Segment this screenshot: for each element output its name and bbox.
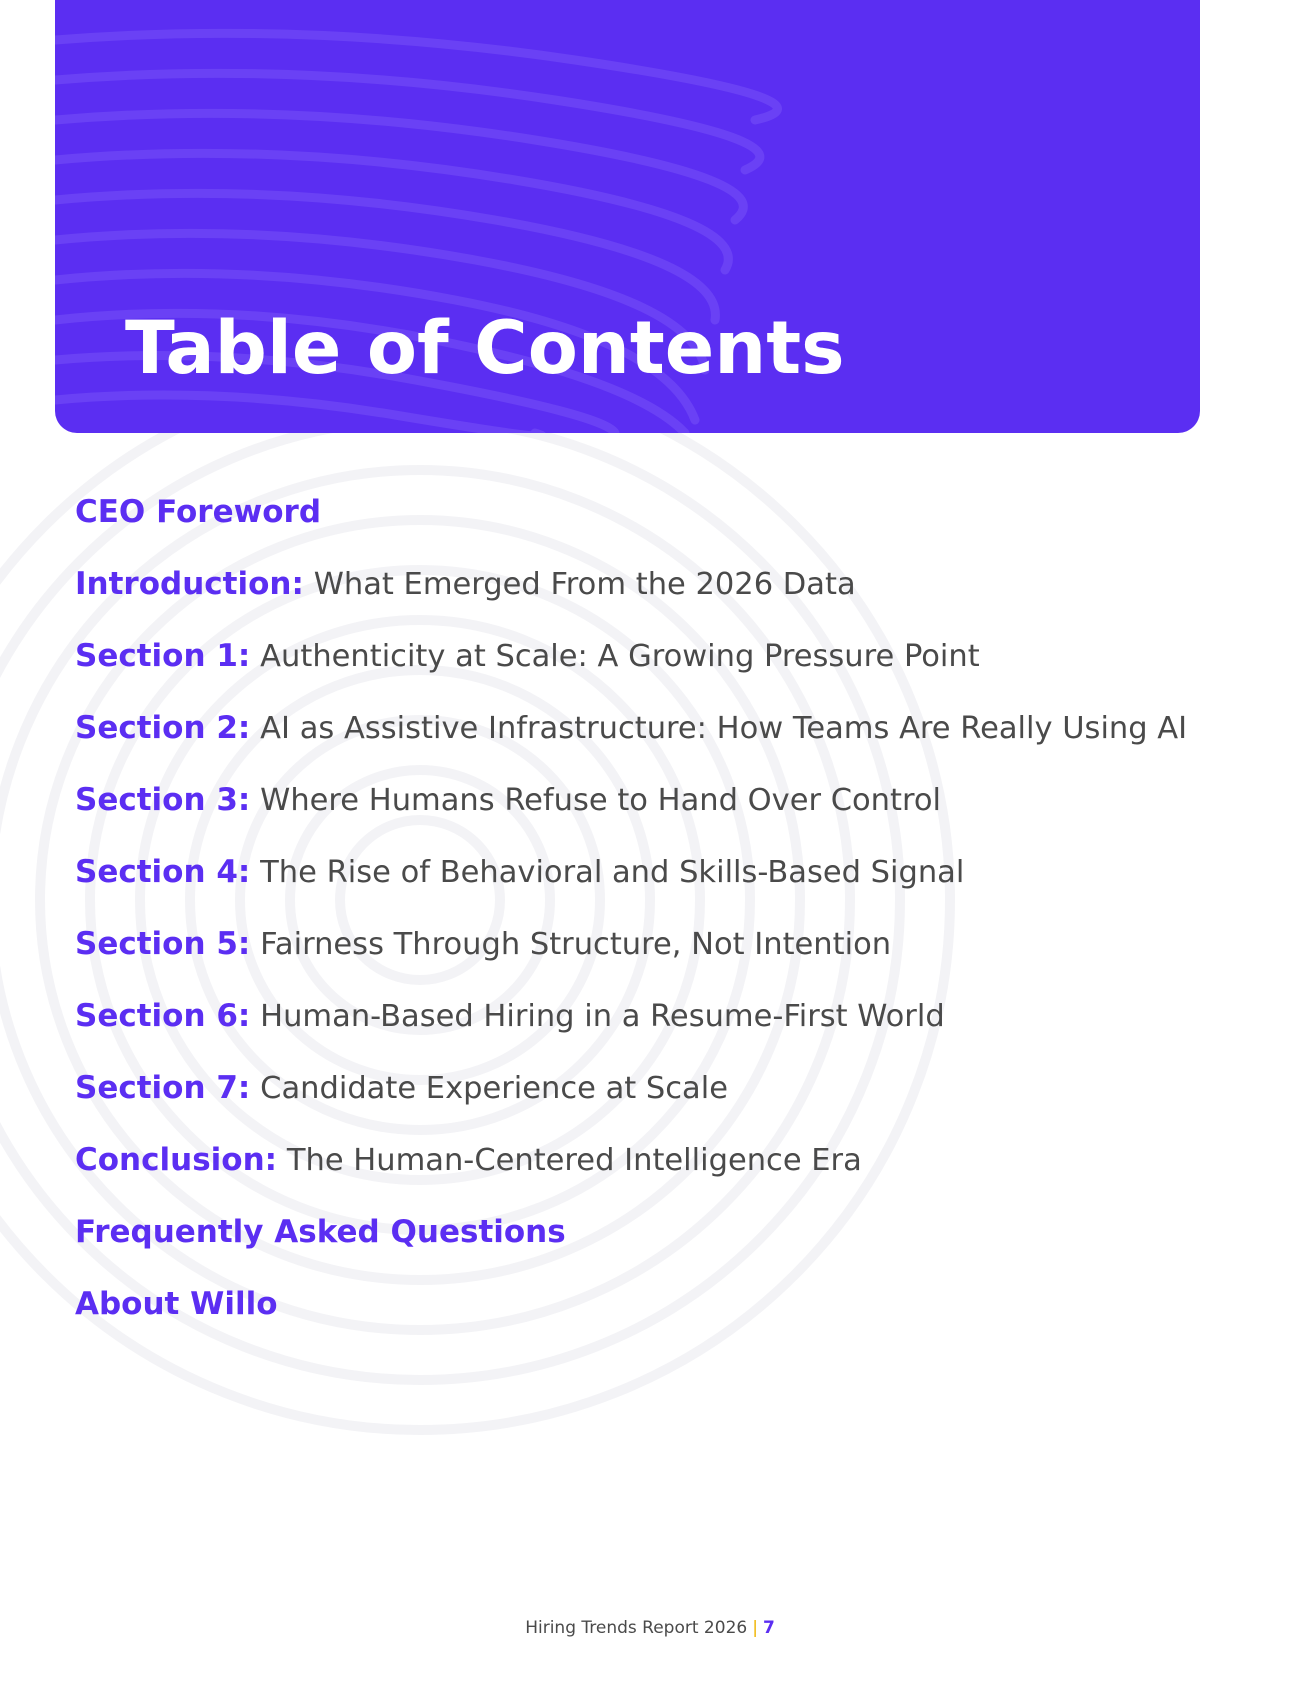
toc-item-title: Candidate Experience at Scale	[260, 1071, 728, 1106]
toc-item-section-7[interactable]	[75, 1068, 1225, 1140]
title-banner	[55, 0, 1200, 433]
toc-item-label: Section 2:	[75, 710, 251, 746]
toc-item-title: Fairness Through Structure, Not Intention	[260, 927, 892, 962]
toc-item-label: Section 5:	[75, 926, 251, 962]
toc-item-section-6[interactable]	[75, 996, 1225, 1068]
page-number: 7	[762, 1618, 775, 1638]
toc-item-label: Section 6:	[75, 998, 251, 1034]
page-title: Table of Contents	[125, 306, 845, 391]
toc-item-label: Conclusion:	[75, 1142, 278, 1178]
toc-item-label: Section 1:	[75, 638, 251, 674]
toc-item-ceo-foreword[interactable]	[75, 492, 1225, 564]
toc-item-label: Section 7:	[75, 1070, 251, 1106]
toc-item-label: Section 3:	[75, 782, 251, 818]
toc-item-conclusion[interactable]	[75, 1140, 1225, 1212]
toc-item-faq[interactable]	[75, 1212, 1225, 1284]
toc-item-introduction[interactable]	[75, 564, 1225, 636]
toc-item-label: About Willo	[75, 1286, 278, 1322]
page-footer	[0, 1618, 1300, 1638]
toc-item-title: AI as Assistive Infrastructure: How Teams Are Really Using AI	[260, 711, 1188, 746]
toc-item-section-5[interactable]	[75, 924, 1225, 996]
toc-item-about-willo[interactable]	[75, 1284, 1225, 1356]
toc-item-label: Introduction:	[75, 566, 304, 602]
toc-item-title: The Rise of Behavioral and Skills-Based Signal	[260, 855, 965, 890]
toc-item-label: CEO Foreword	[75, 494, 322, 530]
toc-item-label: Frequently Asked Questions	[75, 1214, 566, 1250]
toc-item-section-4[interactable]	[75, 852, 1225, 924]
toc-item-label: Section 4:	[75, 854, 251, 890]
toc-item-title: Authenticity at Scale: A Growing Pressure Point	[260, 639, 980, 674]
toc-item-title: The Human-Centered Intelligence Era	[286, 1143, 862, 1178]
report-name: Hiring Trends Report 2026	[525, 1618, 748, 1638]
toc-item-section-2[interactable]	[75, 708, 1225, 780]
toc-item-title: Human-Based Hiring in a Resume-First World	[260, 999, 945, 1034]
footer-separator: |	[752, 1618, 758, 1638]
toc-item-section-1[interactable]	[75, 636, 1225, 708]
toc-item-title: Where Humans Refuse to Hand Over Control	[260, 783, 941, 818]
toc-item-title: What Emerged From the 2026 Data	[313, 567, 856, 602]
table-of-contents	[75, 492, 1225, 1356]
toc-item-section-3[interactable]	[75, 780, 1225, 852]
